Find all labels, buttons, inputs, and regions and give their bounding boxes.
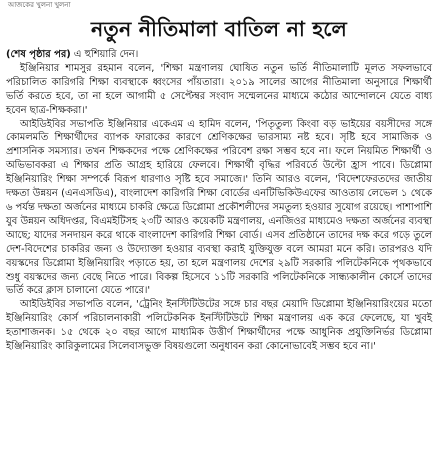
page-header-strip: আজকের খুলনা খুলনা xyxy=(8,1,71,9)
lead-text: এ হুশিয়ারি দেন। xyxy=(73,49,139,60)
paragraph: আইডিইবির সভাপতি ইঞ্জিনিয়ার একেএম এ হামিদ বলেন, 'পিতৃতুল্য কিংবা বড় ভাইয়ের বয়সীদের সঙ্গে কোমলমতি শিক্ষার্থীদের ব্যাপক ফারাকের কারণে শ্রেণিকক্ষের ভারসাম্য নষ্ট হবে। সৃষ্টি হবে সামাজিক ও প্রশাসনিক সমস্যার। তখন শিক্ষকদের পক্ষে শ্রেণিকক্ষের পরিবেশ রক্ষা সম্ভব হবে না। ফলে নিয়মিত শিক্ষার্থী ও অভিভাবকরা এ শিক্ষার প্রতি আগ্রহ হারিয়ে ফেলবে। শিক্ষার্থী বৃদ্ধির পরিবর্তে উল্টো হ্রাস পাবে। ডিপ্লোমা ইঞ্জিনিয়ারিং শিক্ষা সম্পর্কে বিরূপ ধারণাও সৃষ্টি হবে সমাজে।' তিনি আরও বলেন, 'বিদেশফেরতদের জাতীয় দক্ষতা উন্নয়ন (এনএসডিএ), বাংলাদেশ কারিগরি শিক্ষা বোর্ডের এনটিভিকিউএফের আওতায় লেভেল ১ থেকে ৬ পর্যন্ত দক্ষতা অর্জনের মাধ্যমে চাকরি ক্ষেত্রে ডিপ্লোমা প্রকৌশলীদের সমতুল্য হওয়ার সুযোগ রয়েছে। পাশাপাশি যুব উন্নয়ন অধিদপ্তর, বিএমইটিসহ ২৩টি আরও কয়েকটি মন্ত্রণালয়, এনজিওর মাধ্যমেও দক্ষতা অর্জনের ব্যবস্থা আছে; যাদের সনদায়ন করে থাকে বাংলাদেশ কারিগরি শিক্ষা বোর্ড। এসব প্রতিষ্ঠানে তাদের দক্ষ করে গড়ে তুলে দেশ-বিদেশের চাকরির জন্য ও উদ্যোক্তা হওয়ার ব্যবস্থা করাই যুক্তিযুক্ত বলে আমরা মনে করি। তারপরও যদি বয়স্কদের ডিপ্লোমা ইঞ্জিনিয়ারিং পড়াতে হয়, তা হলে মন্ত্রণালয় দেশের ২৯টি সরকারি পলিটেকনিকে পৃথকভাবে শুধু বয়স্কদের জন্য বেছে নিতে পারে। বিকল্প হিসেবে ১১টি সরকারি পলিটেকনিকে সান্ধ্যকালীন কোর্সে তাদের ভর্তি করে ক্লাস চালানো যেতে পারে।' xyxy=(6,118,432,297)
headline: নতুন নীতিমালা বাতিল না হলে xyxy=(90,17,348,41)
paragraph-lead xyxy=(6,48,432,62)
continued-label: (শেষ পৃষ্ঠার পর) xyxy=(6,49,71,60)
paragraph: আইডিইবির সভাপতি বলেন, 'ট্রেনিং ইনস্টিটিউটের সঙ্গে চার বছর মেয়াদি ডিপ্লোমা ইঞ্জিনিয়ারিংয়ের মতো ইঞ্জিনিয়ারিং কোর্স পরিচালনাকারী পলিটেকনিক ইনস্টিটিউটে শিক্ষা মন্ত্রণালয় এক করে ফেলেছে, যা খুবই হতাশাজনক। ১৫ থেকে ২০ বছর আগে মাধ্যমিক উত্তীর্ণ শিক্ষার্থীদের পক্ষে আধুনিক প্রযুক্তিনির্ভর ডিপ্লোমা ইঞ্জিনিয়ারিং কারিকুলামের সিলেবাসভুক্ত বিষয়গুলো অনুধাবন করা কোনোভাবেই সম্ভব হবে না।' xyxy=(6,299,432,353)
article-body xyxy=(6,48,432,354)
paragraph: ইঞ্জিনিয়ার শামসুর রহমান বলেন, 'শিক্ষা মন্ত্রণালয় ঘোষিত নতুন ভর্তি নীতিমালাটি মূলত সফলভাবে পরিচালিত কারিগরি শিক্ষা ব্যবস্থাকে ধ্বংসের পাঁয়তারা। ২০১৯ সালের আগের নীতিমালা অনুসারে শিক্ষার্থী ভর্তি করতে হবে, তা না হলে আগামী ৫ সেপ্টেম্বর সংবাদ সম্মেলনের মাধ্যমে কঠোর আন্দোলনে যেতে বাধ্য হবেন ছাত্র-শিক্ষকরা।' xyxy=(6,62,432,116)
